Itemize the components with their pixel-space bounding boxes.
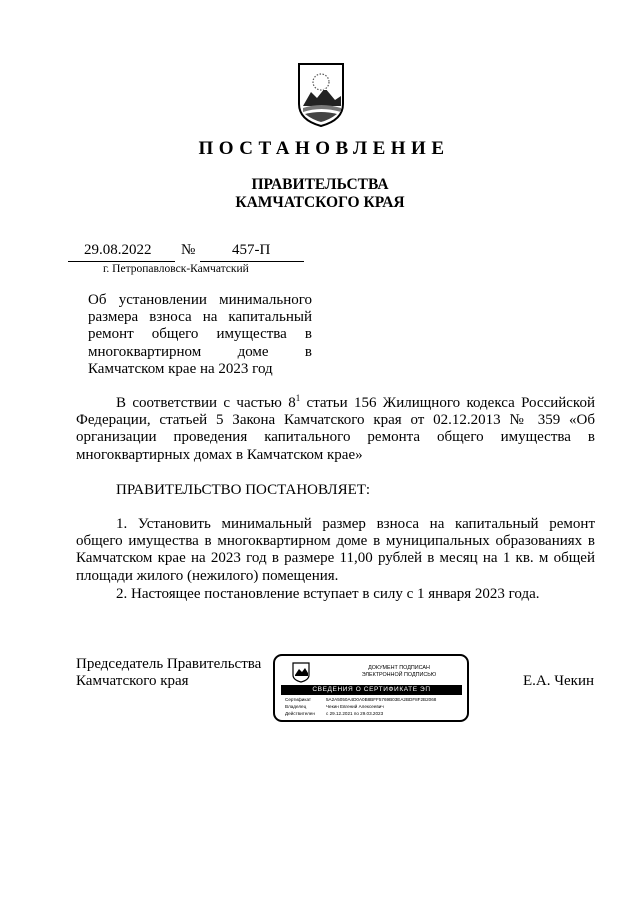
decree-item-1: 1. Установить минимальный размер взноса на капитальный ремонт общего имущества в многоквартирном доме в муниципальных образованиях в Камчатском крае на 2023 год в размере 11,00 рублей в месяц на 1 кв. м общей площади жилого (нежилого) помещения. [76,516,595,584]
stamp-certificate-bar: СВЕДЕНИЯ О СЕРТИФИКАТЕ ЭП [281,685,462,695]
stamp-row-validity [285,711,383,717]
kamchatka-coat-of-arms-icon [295,60,347,128]
document-subject: Об установлении минимального размера взноса на капитальный ремонт общего имущества в многоквартирном доме в Камчатском крае на 2023 год [88,292,312,377]
document-type: ПОСТАНОВЛЕНИЕ [198,138,450,159]
stamp-row-key: Действителен [285,711,315,716]
signer-position-line-2: Камчатского края [76,673,189,690]
issue-city: г. Петропавловск-Камчатский [103,263,249,275]
issuer-line-1: ПРАВИТЕЛЬСТВА [251,176,389,193]
stamp-emblem-icon [291,661,311,683]
stamp-title [335,665,463,679]
stamp-row-value: Чекин Евгений Алексеевич [326,704,384,709]
issuer-line-2: КАМЧАТСКОГО КРАЯ [235,194,405,211]
signer-name: Е.А. Чекин [523,673,594,689]
signer-position [76,656,261,690]
number-sign: № [181,242,196,258]
preamble-paragraph [76,395,595,464]
stamp-row-value: с 29.12.2021 по 29.03.2023 [326,711,384,716]
preamble-part-2: статьи 156 Жилищного кодекса Российской Федерации, статьей 5 Закона Камчатского края от 02.12.2013 № 359 «Об организации проведения капитального ремонта общего имущества в многоквартирных домах в Камчатском крае» [76,395,595,463]
decree-item-2: 2. Настоящее постановление вступает в силу с 1 января 2023 года. [116,586,540,602]
stamp-row-key: Владелец [285,704,307,709]
signer-position-line-1: Председатель Правительства [76,656,262,672]
preamble-part-1: В соответствии с частью 8 [116,395,296,411]
preamble-superscript: 1 [295,393,301,403]
stamp-title-line-1: ДОКУМЕНТ ПОДПИСАН [368,665,430,671]
number-underline [200,261,304,262]
document-number: 457-П [232,242,271,258]
date-underline [68,261,175,262]
issuer-title [0,176,640,212]
stamp-title-line-2: ЭЛЕКТРОННОЙ ПОДПИСЬЮ [361,672,437,678]
stamp-row-certificate [285,697,436,703]
electronic-signature-stamp [273,654,469,722]
stamp-row-value: 5A2A5050A4D0A0B8BFF5769B03EA2BDF8F2B2068 [326,697,437,702]
stamp-row-owner [285,704,384,710]
document-date: 29.08.2022 [84,242,152,258]
stamp-row-key: Сертификат [285,697,312,702]
decree-phrase: ПРАВИТЕЛЬСТВО ПОСТАНОВЛЯЕТ: [116,482,371,498]
